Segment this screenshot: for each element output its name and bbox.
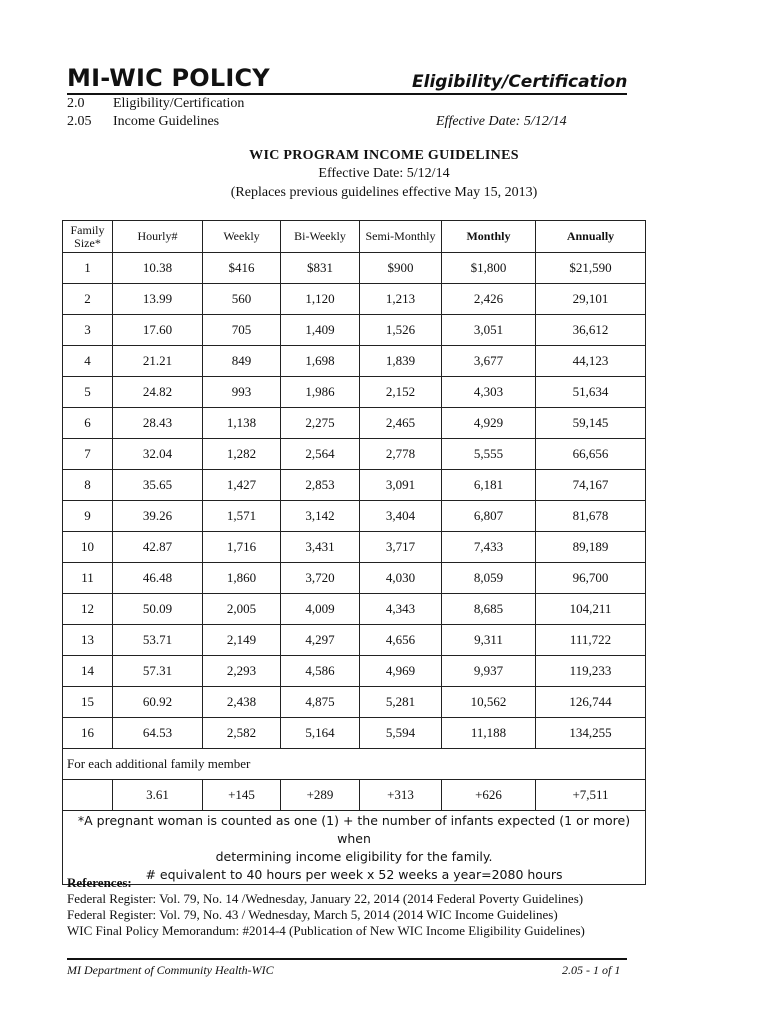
table-cell: 104,211 [536,594,646,625]
table-cell: 6 [63,408,113,439]
table-cell: 4,297 [281,625,360,656]
table-cell: 3,051 [442,315,536,346]
table-cell: 1 [63,253,113,284]
table-cell: 4,656 [360,625,442,656]
table-row [63,253,646,284]
column-header: Family Size* [63,221,113,253]
table-cell: 4,009 [281,594,360,625]
table-cell: 24.82 [113,377,203,408]
table-cell: 51,634 [536,377,646,408]
table-cell: 17.60 [113,315,203,346]
column-header: Monthly [442,221,536,253]
section-name: Eligibility/Certification [113,96,245,111]
table-cell: 74,167 [536,470,646,501]
table-cell: 3,404 [360,501,442,532]
table-cell: 14 [63,656,113,687]
table-cell: 8 [63,470,113,501]
table-cell: 36,612 [536,315,646,346]
table-row [63,718,646,749]
table-cell: $831 [281,253,360,284]
table-cell: 1,213 [360,284,442,315]
column-header: Semi-Monthly [360,221,442,253]
document-effective-date: Effective Date: 5/12/14 [318,166,450,181]
additional-member-row [63,780,646,811]
table-cell: 5,555 [442,439,536,470]
table-cell: 1,526 [360,315,442,346]
table-cell: 1,571 [203,501,281,532]
footer-department: MI Department of Community Health-WIC [67,963,274,977]
table-cell: $416 [203,253,281,284]
document-replaces-note: (Replaces previous guidelines effective May 15, 2013) [230,185,538,200]
column-header: Bi-Weekly [281,221,360,253]
column-header: Hourly# [113,221,203,253]
table-cell: 2,152 [360,377,442,408]
table-cell: 29,101 [536,284,646,315]
table-cell: 50.09 [113,594,203,625]
table-cell: 7 [63,439,113,470]
references-heading: References: [67,875,132,890]
table-cell: 2,293 [203,656,281,687]
table-cell: 4 [63,346,113,377]
table-row [63,315,646,346]
table-cell: 2,149 [203,625,281,656]
table-cell: 1,839 [360,346,442,377]
table-cell: 1,120 [281,284,360,315]
table-row [63,346,646,377]
table-row [63,594,646,625]
footnote-row [63,811,646,885]
table-cell: 13.99 [113,284,203,315]
table-row [63,501,646,532]
table-cell: 3 [63,315,113,346]
table-cell: 2,564 [281,439,360,470]
table-cell: $21,590 [536,253,646,284]
section-name: Income Guidelines [113,114,220,129]
table-row [63,687,646,718]
table-cell: 1,716 [203,532,281,563]
section-title: Eligibility/Certification [412,72,628,92]
table-row [63,625,646,656]
table-cell: 9 [63,501,113,532]
table-cell: 993 [203,377,281,408]
table-cell: 42.87 [113,532,203,563]
table-cell: +7,511 [536,780,646,811]
table-row [63,656,646,687]
table-cell: 46.48 [113,563,203,594]
table-cell: 2,005 [203,594,281,625]
footnote-cell [63,811,646,885]
table-cell: $1,800 [442,253,536,284]
reference-line: Federal Register: Vol. 79, No. 14 /Wednesday, January 22, 2014 (2014 Federal Poverty Guidelines) [67,891,584,906]
table-cell: 1,282 [203,439,281,470]
table-cell: 8,685 [442,594,536,625]
table-cell: 57.31 [113,656,203,687]
table-cell: 11,188 [442,718,536,749]
table-header-row [63,221,646,253]
table-cell: 32.04 [113,439,203,470]
table-cell: 4,875 [281,687,360,718]
table-cell: 5 [63,377,113,408]
table-cell: 28.43 [113,408,203,439]
table-cell: 2,853 [281,470,360,501]
table-row [63,284,646,315]
table-cell: 66,656 [536,439,646,470]
table-cell: 705 [203,315,281,346]
header-effective-date: Effective Date: 5/12/14 [436,114,567,129]
table-cell: +626 [442,780,536,811]
table-cell: 5,164 [281,718,360,749]
table-row [63,439,646,470]
table-cell: 3,091 [360,470,442,501]
table-cell: 35.65 [113,470,203,501]
table-cell: 134,255 [536,718,646,749]
table-cell: 1,427 [203,470,281,501]
additional-member-label-row [63,749,646,780]
table-cell: 8,059 [442,563,536,594]
footnote-hourly: # equivalent to 40 hours per week x 52 weeks a year=2080 hours [145,867,563,882]
table-cell: 4,303 [442,377,536,408]
table-cell: 7,433 [442,532,536,563]
table-cell: 1,860 [203,563,281,594]
table-cell: 3.61 [113,780,203,811]
table-cell: 111,722 [536,625,646,656]
table-cell: 39.26 [113,501,203,532]
table-cell: 3,717 [360,532,442,563]
table-cell: 3,431 [281,532,360,563]
table-cell: 2,438 [203,687,281,718]
table-cell: 2,582 [203,718,281,749]
table-cell: 2,275 [281,408,360,439]
table-cell: 1,986 [281,377,360,408]
table-cell: 4,030 [360,563,442,594]
table-cell: 4,969 [360,656,442,687]
table-cell: 2,778 [360,439,442,470]
table-cell: 53.71 [113,625,203,656]
table-cell: 15 [63,687,113,718]
table-cell: 5,594 [360,718,442,749]
document-heading: WIC PROGRAM INCOME GUIDELINES [249,148,519,163]
table-cell: 96,700 [536,563,646,594]
table-cell: 81,678 [536,501,646,532]
additional-member-label: For each additional family member [63,749,646,780]
header-divider [67,93,627,95]
table-cell: 6,181 [442,470,536,501]
table-cell: 12 [63,594,113,625]
footnote-pregnancy-cont: determining income eligibility for the family. [215,849,493,864]
table-cell: 9,937 [442,656,536,687]
reference-line: WIC Final Policy Memorandum: #2014-4 (Publication of New WIC Income Eligibility Guidelines) [67,923,585,938]
section-number: 2.0 [67,96,85,111]
column-header: Annually [536,221,646,253]
table-cell: 1,409 [281,315,360,346]
table-row [63,408,646,439]
table-cell [63,780,113,811]
table-cell: +145 [203,780,281,811]
policy-title: MI-WIC POLICY [67,64,270,92]
table-body [63,253,646,885]
table-row [63,377,646,408]
table-row [63,470,646,501]
footnote-pregnancy: *A pregnant woman is counted as one (1) + the number of infants expected (1 or more) when [77,813,631,846]
table-cell: 3,677 [442,346,536,377]
table-cell: 60.92 [113,687,203,718]
table-cell: 16 [63,718,113,749]
table-cell: 13 [63,625,113,656]
table-cell: 2,426 [442,284,536,315]
table-cell: +313 [360,780,442,811]
table-cell: 3,142 [281,501,360,532]
table-cell: 21.21 [113,346,203,377]
table-cell: $900 [360,253,442,284]
table-cell: 10,562 [442,687,536,718]
income-guidelines-table [62,220,646,885]
table-row [63,532,646,563]
table-cell: +289 [281,780,360,811]
table-cell: 11 [63,563,113,594]
table-cell: 126,744 [536,687,646,718]
table-cell: 44,123 [536,346,646,377]
table-cell: 64.53 [113,718,203,749]
table-cell: 59,145 [536,408,646,439]
table-cell: 10.38 [113,253,203,284]
table-cell: 849 [203,346,281,377]
table-cell: 4,929 [442,408,536,439]
footer-page-number: 2.05 - 1 of 1 [562,963,621,977]
table-cell: 10 [63,532,113,563]
table-cell: 5,281 [360,687,442,718]
table-cell: 1,698 [281,346,360,377]
table-cell: 119,233 [536,656,646,687]
table-cell: 4,586 [281,656,360,687]
table-cell: 89,189 [536,532,646,563]
table-cell: 2,465 [360,408,442,439]
column-header: Weekly [203,221,281,253]
table-row [63,563,646,594]
table-cell: 3,720 [281,563,360,594]
references-section [67,875,585,939]
table-cell: 1,138 [203,408,281,439]
table-cell: 9,311 [442,625,536,656]
section-number: 2.05 [67,114,92,129]
reference-line: Federal Register: Vol. 79, No. 43 / Wednesday, March 5, 2014 (2014 WIC Income Guidelines) [67,907,558,922]
table-cell: 560 [203,284,281,315]
footer-divider [67,958,627,960]
table-cell: 2 [63,284,113,315]
table-cell: 4,343 [360,594,442,625]
table-cell: 6,807 [442,501,536,532]
